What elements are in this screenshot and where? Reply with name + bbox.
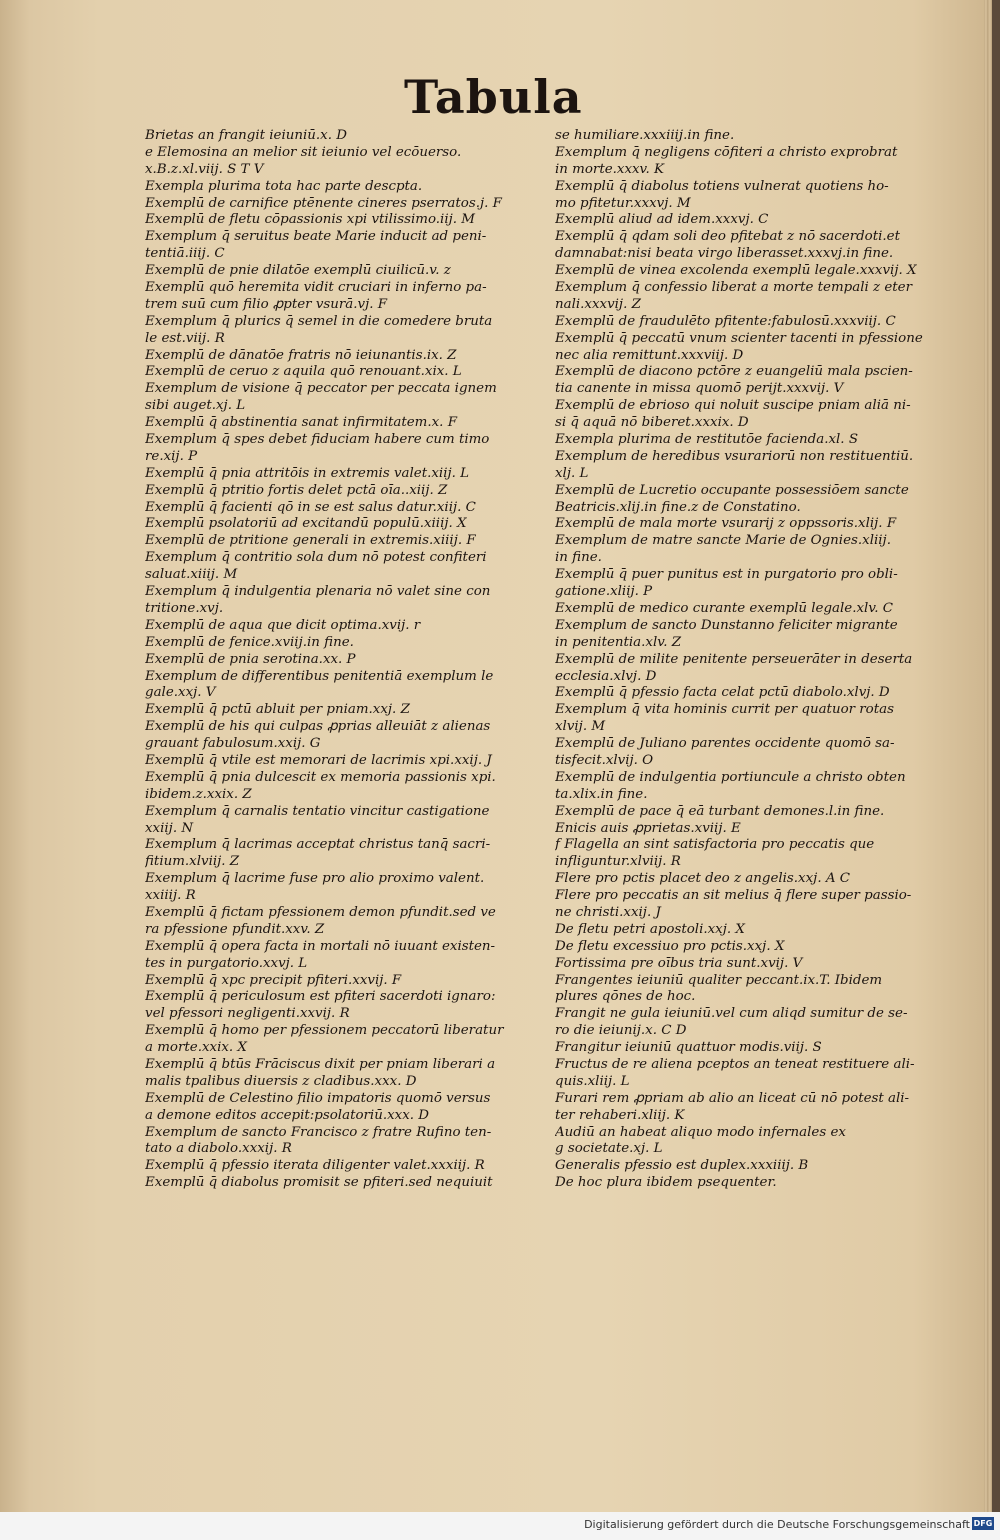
index-entry-line: Frangentes ieiuniū qualiter peccant.ix.T. Ibidem (555, 972, 883, 988)
index-entry-line: xlj. L (555, 465, 589, 481)
index-entry-line: tisfecit.xlvij. O (555, 752, 654, 768)
index-entry-line: Generalis pfessio est duplex.xxxiiij. B (555, 1158, 809, 1174)
index-entry-line: Exemplū de diacono pctōre z euangeliū mala pscien- (555, 364, 913, 380)
index-entry-line: g societate.xj. L (555, 1141, 663, 1157)
index-entry-line: nec alia remittunt.xxxviij. D (555, 347, 744, 363)
index-entry-line: Exemplum q̄ spes debet fiduciam habere cum timo (145, 432, 490, 448)
index-entry-line: Exemplum q̄ plurics q̄ semel in die comedere bruta (145, 313, 493, 329)
index-entry-line: tia canente in missa quomō perijt.xxxvij. V (555, 381, 844, 397)
index-entry-line: Exemplū q̄ xpc precipit pfiteri.xxvij. F (145, 972, 402, 988)
index-entry-line: xlvij. M (555, 719, 606, 735)
index-entry-line: Exemplum q̄ contritio sola dum nō potest confiteri (145, 550, 487, 566)
index-entry-line: Exemplū aliud ad idem.xxxvj. C (555, 212, 769, 228)
index-entry-line: se humiliare.xxxiiij.in fine. (555, 128, 735, 143)
index-entry-line: Exemplū q̄ diabolus totiens vulnerat quotiens ho- (555, 178, 889, 194)
index-entry-line: in penitentia.xlv. Z (555, 634, 682, 650)
index-entry-line: Exemplū de pnie dilatōe exemplū ciuilicū.v. z (145, 263, 451, 279)
index-entry-line: Exemplū q̄ pctū abluit per pniam.xxj. Z (145, 702, 410, 718)
index-entry-line: tritione.xvj. (145, 600, 224, 616)
index-entry-line: Exemplū de pace q̄ eā turbant demones.l.in fine. (555, 803, 885, 819)
index-entry-line: a morte.xxix. X (145, 1040, 247, 1056)
index-entry-line: re.xij. P (145, 448, 198, 464)
index-entry-line: Exemplū de Juliano parentes occidente quomō sa- (555, 736, 895, 752)
index-entry-line: Exemplū de ebrioso qui noluit suscipe pniam aliā ni- (555, 398, 911, 414)
index-entry-line: Exemplum q̄ lacrimas acceptat christus tanq̄ sacri- (145, 837, 491, 853)
index-entry-line: saluat.xiiij. M (145, 567, 238, 583)
index-entry-line: De hoc plura ibidem psequenter. (555, 1175, 777, 1191)
index-entry-line: Audiū an habeat aliquo modo infernales ex (555, 1124, 846, 1140)
index-entry-line: e Elemosina an melior sit ieiunio vel ecōuerso. (145, 144, 462, 160)
index-entry-line: Exempla plurima de restitutōe facienda.xl. S (555, 432, 858, 448)
index-entry-line: quis.xliij. L (555, 1073, 630, 1089)
index-entry-line: Exemplum de matre sancte Marie de Ognies.xliij. (555, 533, 891, 549)
index-entry-line: tentiā.iiij. C (145, 246, 225, 262)
index-entry-line: Exemplū q̄ homo per pfessionem peccatorū liberatur (145, 1023, 504, 1039)
index-entry-line: Exemplū q̄ facienti qō in se est salus datur.xiij. C (145, 499, 476, 515)
index-entry-line: Exemplū q̄ abstinentia sanat infirmitatem.x. F (145, 415, 457, 431)
index-entry-line: Exemplū q̄ puer punitus est in purgatorio pro obli- (555, 567, 898, 583)
index-entry-line: Fortissima pre oībus tria sunt.xvij. V (555, 955, 803, 971)
index-entry-line: Exemplū de Celestino filio impatoris quomō versus (145, 1090, 491, 1106)
index-entry-line: vel pfessori negligenti.xxvij. R (145, 1006, 350, 1022)
index-entry-line: Enicis auis ꝓprietas.xviij. E (555, 820, 741, 836)
index-entry-line: damnabat:nisi beata virgo liberasset.xxxvj.in fine. (555, 246, 894, 262)
index-entry-line: ro die ieiunij.x. C D (555, 1023, 687, 1039)
index-entry-line: xxiiij. R (145, 888, 196, 904)
index-entry-line: Flere pro pctis placet deo z angelis.xxj. A C (555, 871, 850, 887)
index-entry-line: Frangitur ieiuniū quattuor modis.viij. S (555, 1040, 822, 1056)
index-entry-line: a demone editos accepit:psolatoriū.xxx. D (145, 1107, 429, 1123)
index-entry-line: Exemplū de aqua que dicit optima.xvij. r (145, 617, 421, 633)
index-entry-line: De fletu excessiuo pro pctis.xxj. X (555, 938, 785, 954)
index-entry-line: plures qōnes de hoc. (555, 989, 696, 1005)
index-entry-line: ecclesia.xlvj. D (555, 668, 657, 684)
index-entry-line: Exemplum q̄ confessio liberat a morte tempali z eter (555, 280, 912, 296)
index-entry-line: ne christi.xxij. J (555, 904, 661, 920)
index-entry-line: Exemplū de vinea excolenda exemplū legale.xxxvij. X (555, 263, 917, 279)
index-entry-line: Frangit ne gula ieiuniū.vel cum aliqd sumitur de se- (555, 1006, 908, 1022)
index-entry-line: Exemplū de indulgentia portiuncule a christo obten (555, 769, 906, 785)
index-entry-line: gale.xxj. V (145, 685, 216, 701)
index-entry-line: Exemplū q̄ periculosum est pfiteri sacerdoti ignaro: (145, 989, 496, 1005)
index-entry-line: Exemplū q̄ pnia attritōis in extremis valet.xiij. L (145, 465, 470, 481)
index-entry-line: le est.viij. R (145, 330, 225, 346)
left-column (145, 128, 530, 1192)
index-entry-line: Exemplum q̄ indulgentia plenaria nō valet sine con (145, 584, 491, 600)
index-entry-line: ter rehaberi.xliij. K (555, 1107, 685, 1123)
index-entry-line: infliguntur.xlviij. R (555, 854, 681, 870)
index-entry-line: Exemplū q̄ qdam soli deo pfitebat z nō sacerdoti.et (555, 229, 900, 245)
index-entry-line: Exemplū q̄ btūs Frāciscus dixit per pniam liberari a (145, 1056, 496, 1072)
index-entry-line: Exemplū q̄ fictam pfessionem demon pfundit.sed ve (145, 904, 496, 920)
index-entry-line: Exemplum de sancto Dunstanno feliciter migrante (555, 617, 898, 633)
index-entry-line: tes in purgatorio.xxvj. L (145, 955, 308, 971)
index-entry-line: ra pfessione pfundit.xxv. Z (145, 921, 325, 937)
index-entry-line: Exemplū q̄ vtile est memorari de lacrimis xpi.xxij. J (145, 752, 492, 768)
index-entry-line: Exemplū q̄ opera facta in mortali nō iuuant existen- (145, 938, 496, 954)
index-entry-line: ta.xlix.in fine. (555, 786, 648, 802)
index-entry-line: Exemplum q̄ lacrime fuse pro alio proximo valent. (145, 871, 485, 887)
index-entry-line: Furari rem ꝓpriam ab alio an liceat cū nō potest ali- (555, 1090, 910, 1106)
index-entry-line: Exemplum de visione q̄ peccator per peccata ignem (145, 381, 497, 397)
index-entry-line: Exemplū de pnia serotina.xx. P (145, 651, 356, 667)
index-entry-line: Exemplū quō heremita vidit cruciari in inferno pa- (145, 280, 487, 296)
page-fore-edge (984, 0, 992, 1512)
index-entry-line: Exemplū de fraudulēto pfitente:fabulosū.xxxviij. C (555, 313, 896, 329)
index-entry-line: Exemplū de his qui culpas ꝓprias alleuiāt z alienas (145, 719, 491, 735)
index-entry-line: Exemplū q̄ pfessio iterata diligenter valet.xxxiij. R (145, 1158, 485, 1174)
index-entry-line: in fine. (555, 550, 602, 566)
index-entry-line: Exemplū de carnifice ptēnente cineres pserratos.j. F (145, 195, 502, 211)
index-entry-line: trem suū cum filio ꝓpter vsurā.vj. F (145, 296, 388, 312)
page-heading: Tabula (404, 70, 583, 124)
index-entry-line: Beatricis.xlij.in fine.z de Constatino. (555, 499, 801, 515)
right-column (555, 128, 940, 1192)
index-entry-line: Exemplū de mala morte vsurarij z oppssoris.xlij. F (555, 516, 897, 532)
index-entry-line: fitium.xlviij. Z (145, 854, 240, 870)
index-entry-line: Fructus de re aliena pceptos an teneat restituere ali- (555, 1056, 915, 1072)
index-entry-line: Exemplum de differentibus penitentiā exemplum le (145, 668, 494, 684)
index-entry-line: in morte.xxxv. K (555, 161, 665, 177)
index-entry-line: Flere pro peccatis an sit melius q̄ flere super passio- (555, 888, 912, 904)
index-entry-line: Exemplum q̄ seruitus beate Marie inducit ad peni- (145, 229, 487, 245)
index-entry-line: ibidem.z.xxix. Z (145, 786, 252, 802)
index-entry-line: Exemplum q̄ negligens cōfiteri a christo exprobrat (555, 144, 898, 160)
index-entry-line: gatione.xliij. P (555, 584, 653, 600)
index-entry-line: Exemplū de fletu cōpassionis xpi vtilissimo.iij. M (145, 212, 475, 228)
index-entry-line: x.B.z.xl.viij. S T V (145, 161, 264, 177)
index-entry-line: Exemplū q̄ peccatū vnum scienter tacenti in pfessione (555, 330, 923, 346)
index-entry-line: si q̄ aquā nō biberet.xxxix. D (555, 415, 749, 431)
index-entry-line: Exemplū q̄ pfessio facta celat pctū diabolo.xlvj. D (555, 685, 890, 701)
funding-credit: Digitalisierung gefördert durch die Deutsche Forschungsgemeinschaft (584, 1518, 970, 1531)
index-entry-line: Exemplū q̄ diabolus promisit se pfiteri.sed nequiuit (145, 1175, 493, 1191)
index-entry-line: Exemplum de heredibus vsurariorū non restituentiū. (555, 448, 914, 464)
index-entry-line: Exemplum q̄ carnalis tentatio vincitur castigatione (145, 803, 490, 819)
index-entry-line: malis tpalibus diuersis z cladibus.xxx. D (145, 1073, 417, 1089)
index-entry-line: mo pfitetur.xxxvj. M (555, 195, 691, 211)
index-entry-line: Exemplū de Lucretio occupante possessiōem sancte (555, 482, 909, 498)
index-entry-line: Exempla plurima tota hac parte descpta. (145, 178, 423, 194)
index-entry-line: Exemplum q̄ vita hominis currit per quatuor rotas (555, 702, 894, 718)
index-entry-line: Exemplū de dānatōe fratris nō ieiunantis.ix. Z (145, 347, 457, 363)
dfg-logo: DFG (973, 1519, 993, 1528)
index-entry-line: Exemplū de medico curante exemplū legale.xlv. C (555, 600, 894, 616)
index-entry-line: Exemplū de milite penitente perseuerāter in deserta (555, 651, 913, 667)
index-entry-line: grauant fabulosum.xxij. G (145, 736, 321, 752)
index-entry-line: De fletu petri apostoli.xxj. X (555, 921, 745, 937)
index-entry-line: f Flagella an sint satisfactoria pro peccatis que (555, 837, 875, 853)
index-entry-line: Brietas an frangit ieiuniū.x. D (145, 128, 347, 143)
index-entry-line: Exemplum de sancto Francisco z fratre Rufino ten- (145, 1124, 492, 1140)
index-entry-line: Exemplū de fenice.xviij.in fine. (145, 634, 354, 650)
index-entry-line: Exemplū de ceruo z aquila quō renouant.xix. L (145, 364, 462, 380)
index-entry-line: nali.xxxvij. Z (555, 296, 641, 312)
index-entry-line: xxiij. N (145, 820, 194, 836)
index-entry-line: Exemplū q̄ ptritio fortis delet pctā oīa..xiij. Z (145, 482, 448, 498)
index-entry-line: tato a diabolo.xxxij. R (145, 1141, 292, 1157)
index-entry-line: Exemplū de ptritione generali in extremis.xiiij. F (145, 533, 476, 549)
index-entry-line: Exemplū q̄ pnia dulcescit ex memoria passionis xpi. (145, 769, 496, 785)
index-entry-line: Exemplū psolatoriū ad excitandū populū.xiiij. X (145, 516, 467, 532)
index-entry-line: sibi auget.xj. L (145, 398, 246, 414)
